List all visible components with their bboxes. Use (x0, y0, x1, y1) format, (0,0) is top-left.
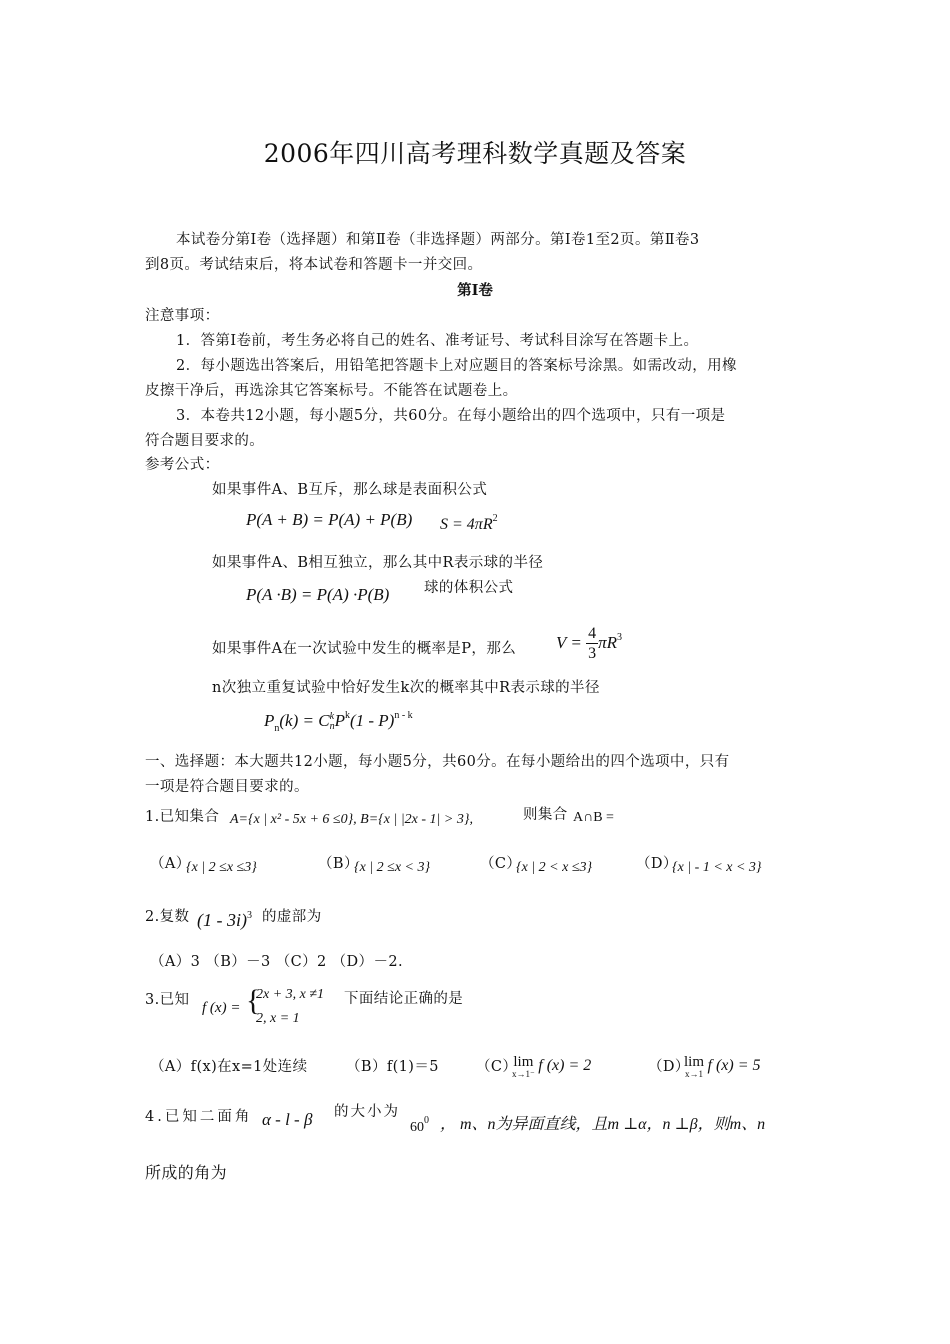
formula-3-text: 如果事件A在一次试验中发生的概率是P，那么 (212, 641, 517, 657)
q3-option-c-lim-under: x→1⁻ (512, 1069, 535, 1079)
q3-fx-expr: f (x) = (202, 1000, 241, 1016)
formula-4-text: n次独立重复试验中恰好发生k次的概率其中R表示球的半径 (212, 680, 600, 696)
q4-math (262, 1110, 312, 1130)
q4-tail-expr: ， m、n为异面直线，且m ⊥α，n ⊥β，则m、n (440, 1116, 766, 1133)
formula-sphere-area-sup: 2 (492, 513, 498, 524)
q1-sets (230, 812, 473, 828)
part1-line-2: 一项是符合题目要求的。 (145, 779, 309, 795)
q3-case-1-expr: 2x + 3, x ≠1 (256, 987, 325, 1002)
formula-sphere-area-expr: S = 4πR (440, 516, 493, 533)
q3-option-d-lim (684, 1055, 704, 1079)
q1-option-d-label: （D） (636, 856, 678, 872)
q1-option-d-expr: {x | - 1 < x < 3} (672, 860, 762, 875)
q2-tail: 的虚部为 (262, 909, 322, 925)
q3-option-c-expr: f (x) = 2 (538, 1057, 592, 1075)
notes-item-1: 1．答第Ⅰ卷前，考生务必将自己的姓名、准考证号、考试科目涂写在答题卡上。 (176, 333, 699, 349)
q3-option-a: （A）f(x)在x=1处连续 (150, 1059, 308, 1075)
section-heading: 第Ⅰ卷 (457, 282, 493, 299)
part1-line-1: 一、选择题：本大题共12小题，每小题5分，共60分。在每小题给出的四个选项中，只有 (145, 754, 730, 770)
formula-1-expr: P(A + B) = P(A) + P(B) (246, 510, 413, 529)
formula-volume-den: 3 (588, 645, 597, 662)
q1-lead: 1.已知集合 (145, 809, 220, 825)
formula-4-rest: (1 - P) (349, 711, 395, 730)
formula-heading: 参考公式： (145, 457, 220, 473)
q2-math-sup: 3 (246, 910, 252, 921)
q4-mid: 的大小为 (334, 1104, 400, 1120)
formula-sphere-volume (556, 626, 622, 662)
q3-option-d-lim-under: x→1 (685, 1069, 703, 1079)
q2-math-expr: (1 - 3i) (197, 910, 247, 930)
formula-1-text: 如果事件A、B互斥，那么球是表面积公式 (212, 482, 488, 498)
formula-volume-tail: πR (598, 632, 617, 652)
q1-option-a-expr: {x | 2 ≤x ≤3} (186, 860, 257, 875)
q3-option-c-lim-word: lim (513, 1054, 534, 1070)
q1-tail: A∩B = (573, 810, 614, 825)
q4-line-2: 所成的角为 (145, 1163, 228, 1182)
intro-line-1: 本试卷分第Ⅰ卷（选择题）和第Ⅱ卷（非选择题）两部分。第Ⅰ卷1至2页。第Ⅱ卷3 (176, 232, 700, 248)
intro-line-2: 到8页。考试结束后，将本试卷和答题卡一并交回。 (145, 257, 483, 273)
q1-sets-expr: A={x | x² - 5x + 6 ≤0}, B={x | |2x - 1| > 3}, (230, 812, 473, 827)
formula-2-side: 球的体积公式 (424, 580, 514, 596)
formula-4-rest-sup: n - k (394, 710, 413, 721)
formula-volume-sup: 3 (616, 631, 622, 643)
formula-4-lhs-rest: (k) = C (279, 711, 330, 730)
q3-option-d-label: （D） (648, 1059, 690, 1075)
q3-case-2-expr: 2, x = 1 (256, 1011, 300, 1026)
notes-item-2-line-1: 2．每小题选出答案后，用铅笔把答题卡上对应题目的答案标号涂黑。如需改动，用橡 (176, 358, 737, 374)
q3-option-d-lim-word: lim (684, 1054, 705, 1070)
notes-heading: 注意事项： (145, 308, 220, 324)
q1-mid: 则集合 (523, 807, 568, 823)
formula-2-text: 如果事件A、B相互独立，那么其中R表示球的半径 (212, 555, 544, 571)
formula-4-lhs-sub: n (274, 723, 280, 734)
q3-brace: { (246, 984, 261, 1017)
notes-item-3-line-1: 3．本卷共12小题，每小题5分，共60分。在每小题给出的四个选项中，只有一项是 (176, 408, 726, 424)
q3-case-1 (256, 987, 324, 1003)
q2-options: （A）3 （B）－3 （C）2 （D）－2. (150, 954, 403, 970)
q3-case-2 (256, 1011, 300, 1027)
q3-lead: 3.已知 (145, 992, 190, 1008)
formula-4-lhs: P (264, 711, 275, 730)
q1-option-b-label: （B） (318, 856, 359, 872)
q4-degree-sup: 0 (424, 1115, 429, 1126)
formula-volume-num: 4 (588, 625, 597, 642)
q3-option-c-lim (512, 1055, 535, 1079)
q4-tail (440, 1111, 765, 1134)
q3-option-d-expr: f (x) = 5 (707, 1057, 761, 1075)
q4-degree-value: 60 (410, 1120, 424, 1135)
formula-1-math (246, 510, 412, 530)
q1-option-c (516, 860, 592, 876)
q3-option-b: （B）f(1)＝5 (346, 1059, 439, 1075)
q3-option-c-label: （C） (476, 1059, 518, 1075)
formula-4-math (264, 710, 413, 734)
q2-lead: 2.复数 (145, 909, 190, 925)
formula-volume-fraction (586, 626, 598, 662)
q1-option-a-label: （A） (150, 856, 191, 872)
notes-item-3-line-2: 符合题目要求的。 (145, 433, 265, 449)
q3-option-d (684, 1055, 761, 1079)
formula-4-p-sup: k (344, 710, 350, 721)
formula-sphere-area (440, 513, 498, 534)
formula-4-c-sup: k (329, 711, 335, 723)
q1-option-a (186, 860, 257, 876)
page-title: 2006年四川高考理科数学真题及答案 (263, 139, 687, 168)
formula-2-expr: P(A ·B) = P(A) ·P(B) (246, 585, 390, 604)
q3-tail: 下面结论正确的是 (344, 991, 464, 1007)
q4-lead: 4.已知二面角 (145, 1109, 253, 1125)
q4-math-expr: α - l - β (262, 1110, 313, 1129)
q3-option-c (512, 1055, 591, 1079)
q2-math (197, 910, 252, 931)
formula-2-math (246, 585, 389, 605)
formula-4-p: P (334, 711, 345, 730)
q1-option-b (354, 860, 430, 876)
q4-degree (410, 1115, 429, 1136)
q1-option-c-label: （C） (480, 856, 522, 872)
formula-volume-lhs: V = (556, 632, 582, 652)
q1-option-b-expr: {x | 2 ≤x < 3} (354, 860, 431, 875)
formula-4-c-sub: n (329, 721, 335, 733)
q3-fx (202, 1000, 240, 1017)
q1-option-c-expr: {x | 2 < x ≤3} (516, 860, 593, 875)
q1-option-d (672, 860, 762, 876)
notes-item-2-line-2: 皮擦干净后，再选涂其它答案标号。不能答在试题卷上。 (145, 383, 518, 399)
